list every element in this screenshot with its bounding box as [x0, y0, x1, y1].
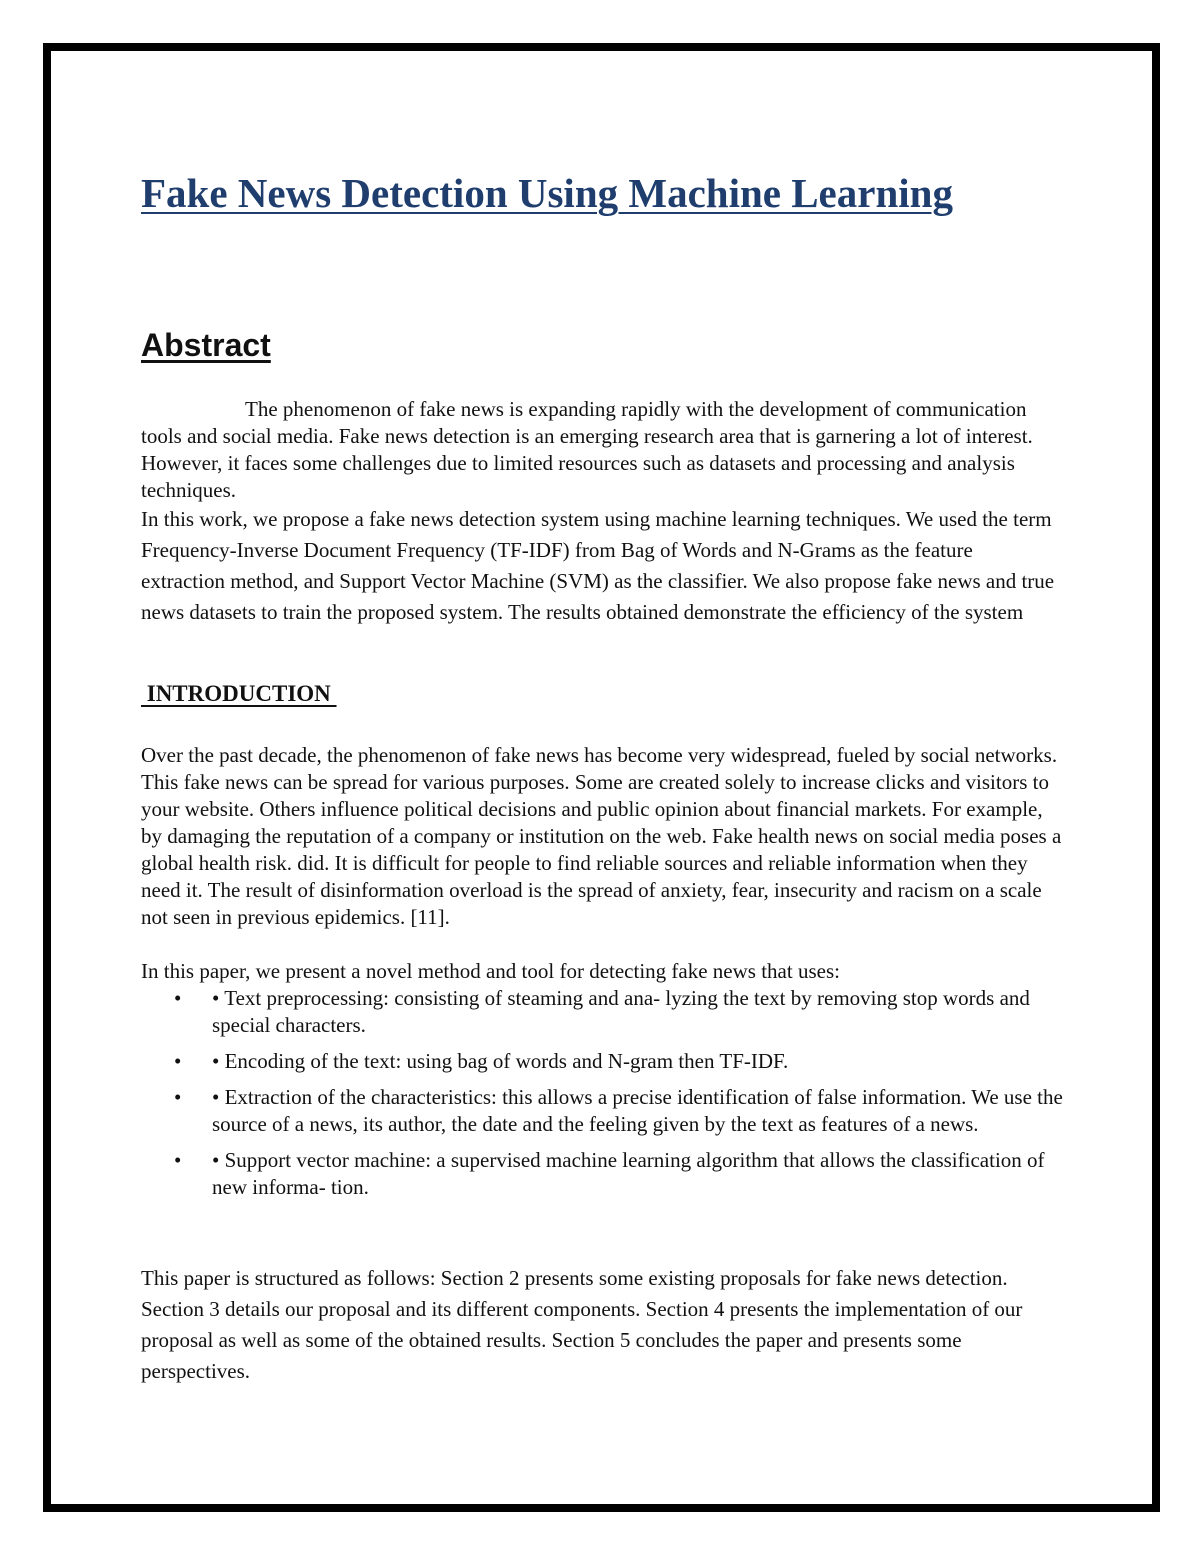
list-item	[141, 1147, 1066, 1201]
abstract-paragraph-1	[141, 396, 1066, 504]
structure-paragraph: This paper is structured as follows: Section 2 presents some existing proposals for fake news detection. Section 3 details our proposal and its different components. Section 4 presents the implementation of our proposal as well as some of the obtained results. Section 5 concludes the paper and presents some perspectives.	[141, 1266, 1023, 1383]
introduction-paragraph-2: In this paper, we present a novel method and tool for detecting fake news that uses:	[141, 959, 840, 983]
list-item-text: • Text preprocessing: consisting of steaming and ana- lyzing the text by removing stop words and special characters.	[212, 986, 1030, 1037]
bullet-marker: •	[174, 986, 182, 1010]
bullet-marker: •	[174, 1049, 182, 1073]
introduction-heading: INTRODUCTION	[141, 681, 337, 706]
list-item-text: • Support vector machine: a supervised machine learning algorithm that allows the classification of new informa- tion.	[212, 1148, 1045, 1199]
list-item	[141, 1084, 1066, 1138]
document-title: Fake News Detection Using Machine Learning	[141, 170, 953, 216]
bullet-marker: •	[174, 1148, 182, 1172]
abstract-heading: Abstract	[141, 327, 271, 363]
list-item	[141, 1048, 1066, 1075]
abstract-paragraph-1-text: The phenomenon of fake news is expanding rapidly with the development of communication tools and social media. Fake news detection is an emerging research area that is garnering a lot of interest. However, it faces some challenges due to limited resources such as datasets and processing and analysis techniques.	[141, 397, 1033, 502]
abstract-paragraph-2: In this work, we propose a fake news detection system using machine learning techniques. We used the term Frequency-Inverse Document Frequency (TF-IDF) from Bag of Words and N-Grams as the feature extraction method, and Support Vector Machine (SVM) as the classifier. We also propose fake news and true news datasets to train the proposed system. The results obtained demonstrate the efficiency of the system	[141, 507, 1055, 624]
list-item	[141, 985, 1066, 1039]
method-bullet-list	[141, 985, 1066, 1210]
introduction-paragraph-1: Over the past decade, the phenomenon of fake news has become very widespread, fueled by social networks. This fake news can be spread for various purposes. Some are created solely to increase clicks and visitors to your website. Others influence political decisions and public opinion about financial markets. For example, by damaging the reputation of a company or institution on the web. Fake health news on social media poses a global health risk. did. It is difficult for people to find reliable sources and reliable information when they need it. The result of disinformation overload is the spread of anxiety, fear, insecurity and racism on a scale not seen in previous epidemics. [11].	[141, 743, 1062, 929]
list-item-text: • Extraction of the characteristics: this allows a precise identification of false information. We use the source of a news, its author, the date and the feeling given by the text as features of a news.	[212, 1085, 1063, 1136]
bullet-marker: •	[174, 1085, 182, 1109]
document-content	[141, 165, 1066, 1383]
list-item-text: • Encoding of the text: using bag of words and N-gram then TF-IDF.	[212, 1049, 789, 1073]
